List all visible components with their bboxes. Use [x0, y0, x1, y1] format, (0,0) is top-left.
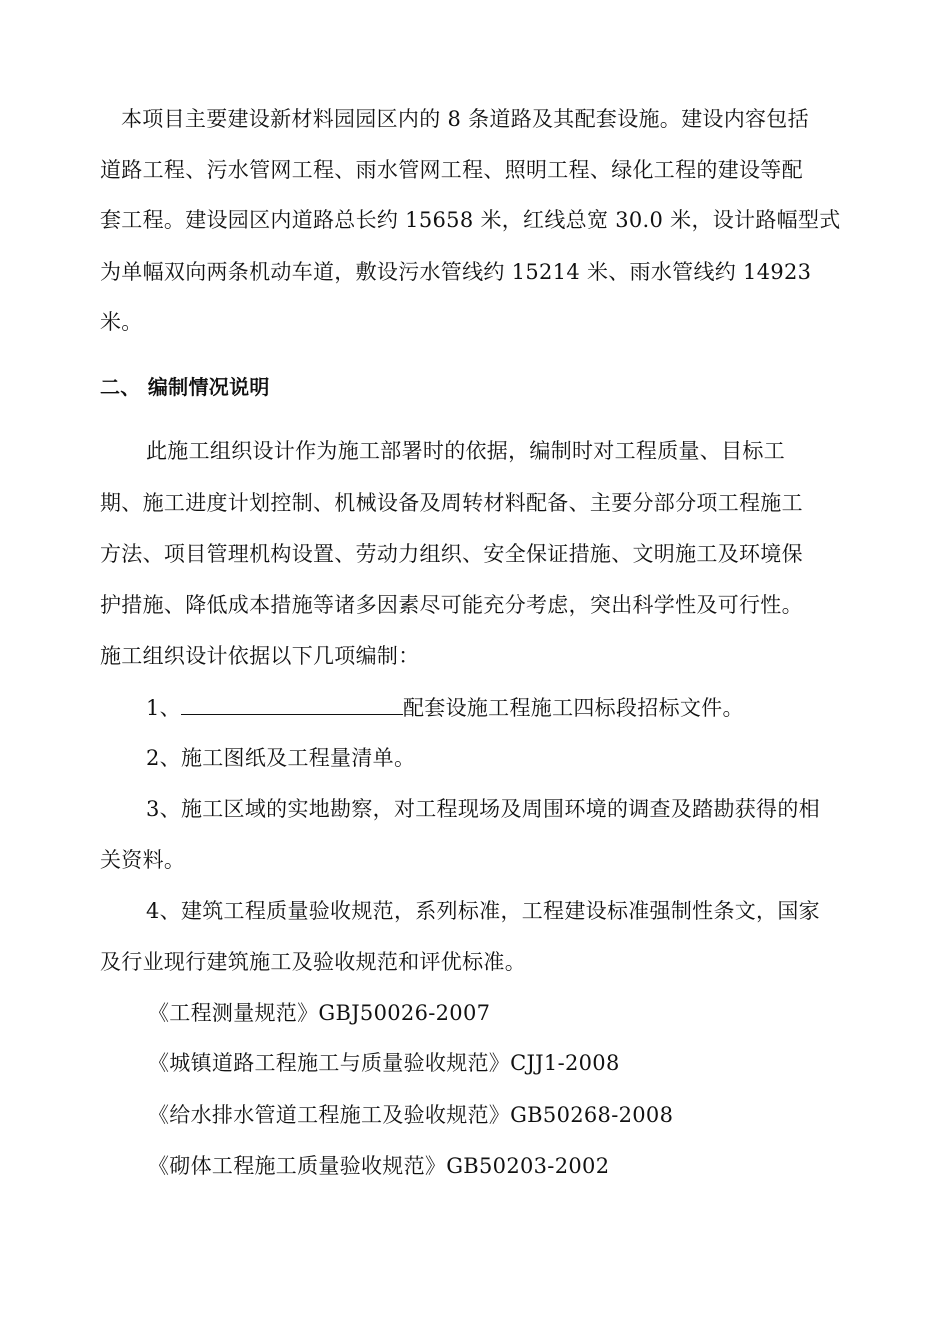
standard-item: 《给水排水管道工程施工及验收规范》GB50268-2008 — [148, 1103, 674, 1127]
standard-item: 《工程测量规范》GBJ50026-2007 — [148, 1001, 491, 1025]
intro-line-2: 道路工程、污水管网工程、雨水管网工程、照明工程、绿化工程的建设等配 — [100, 158, 803, 182]
section-para-line-3: 方法、项目管理机构设置、劳动力组织、安全保证措施、文明施工及环境保 — [100, 542, 803, 566]
section-para-line-1: 此施工组织设计作为施工部署时的依据，编制时对工程质量、目标工 — [146, 439, 785, 463]
section-heading: 二、 编制情况说明 — [100, 375, 270, 399]
list-item-4-line-1: 4、建筑工程质量验收规范，系列标准，工程建设标准强制性条文，国家 — [146, 899, 820, 923]
intro-line-3: 套工程。建设园区内道路总长约 15658 米，红线总宽 30.0 米，设计路幅型式 — [100, 208, 841, 232]
list-item-1-prefix: 1、 — [146, 696, 181, 720]
intro-line-5: 米。 — [100, 310, 143, 334]
list-item-3-line-2: 关资料。 — [100, 848, 186, 872]
list-item-2: 2、施工图纸及工程量清单。 — [146, 746, 416, 770]
list-item-4-line-2: 及行业现行建筑施工及验收规范和评优标准。 — [100, 950, 526, 974]
standard-item: 《城镇道路工程施工与质量验收规范》CJJ1-2008 — [148, 1051, 620, 1075]
section-para-line-4: 护措施、降低成本措施等诸多因素尽可能充分考虑，突出科学性及可行性。 — [100, 593, 803, 617]
list-item-1-suffix: 配套设施工程施工四标段招标文件。 — [402, 696, 744, 720]
intro-line-4: 为单幅双向两条机动车道，敷设污水管线约 15214 米、雨水管线约 14923 — [100, 260, 812, 284]
section-para-line-2: 期、施工进度计划控制、机械设备及周转材料配备、主要分部分项工程施工 — [100, 491, 803, 515]
standard-item: 《砌体工程施工质量验收规范》GB50203-2002 — [148, 1154, 610, 1178]
list-item-1 — [146, 694, 744, 721]
intro-line-1: 本项目主要建设新材料园园区内的 8 条道路及其配套设施。建设内容包括 — [121, 107, 809, 131]
section-para-line-5: 施工组织设计依据以下几项编制： — [100, 644, 420, 668]
blank-underline — [181, 694, 403, 715]
list-item-3-line-1: 3、施工区域的实地勘察，对工程现场及周围环境的调查及踏勘获得的相 — [146, 797, 820, 821]
